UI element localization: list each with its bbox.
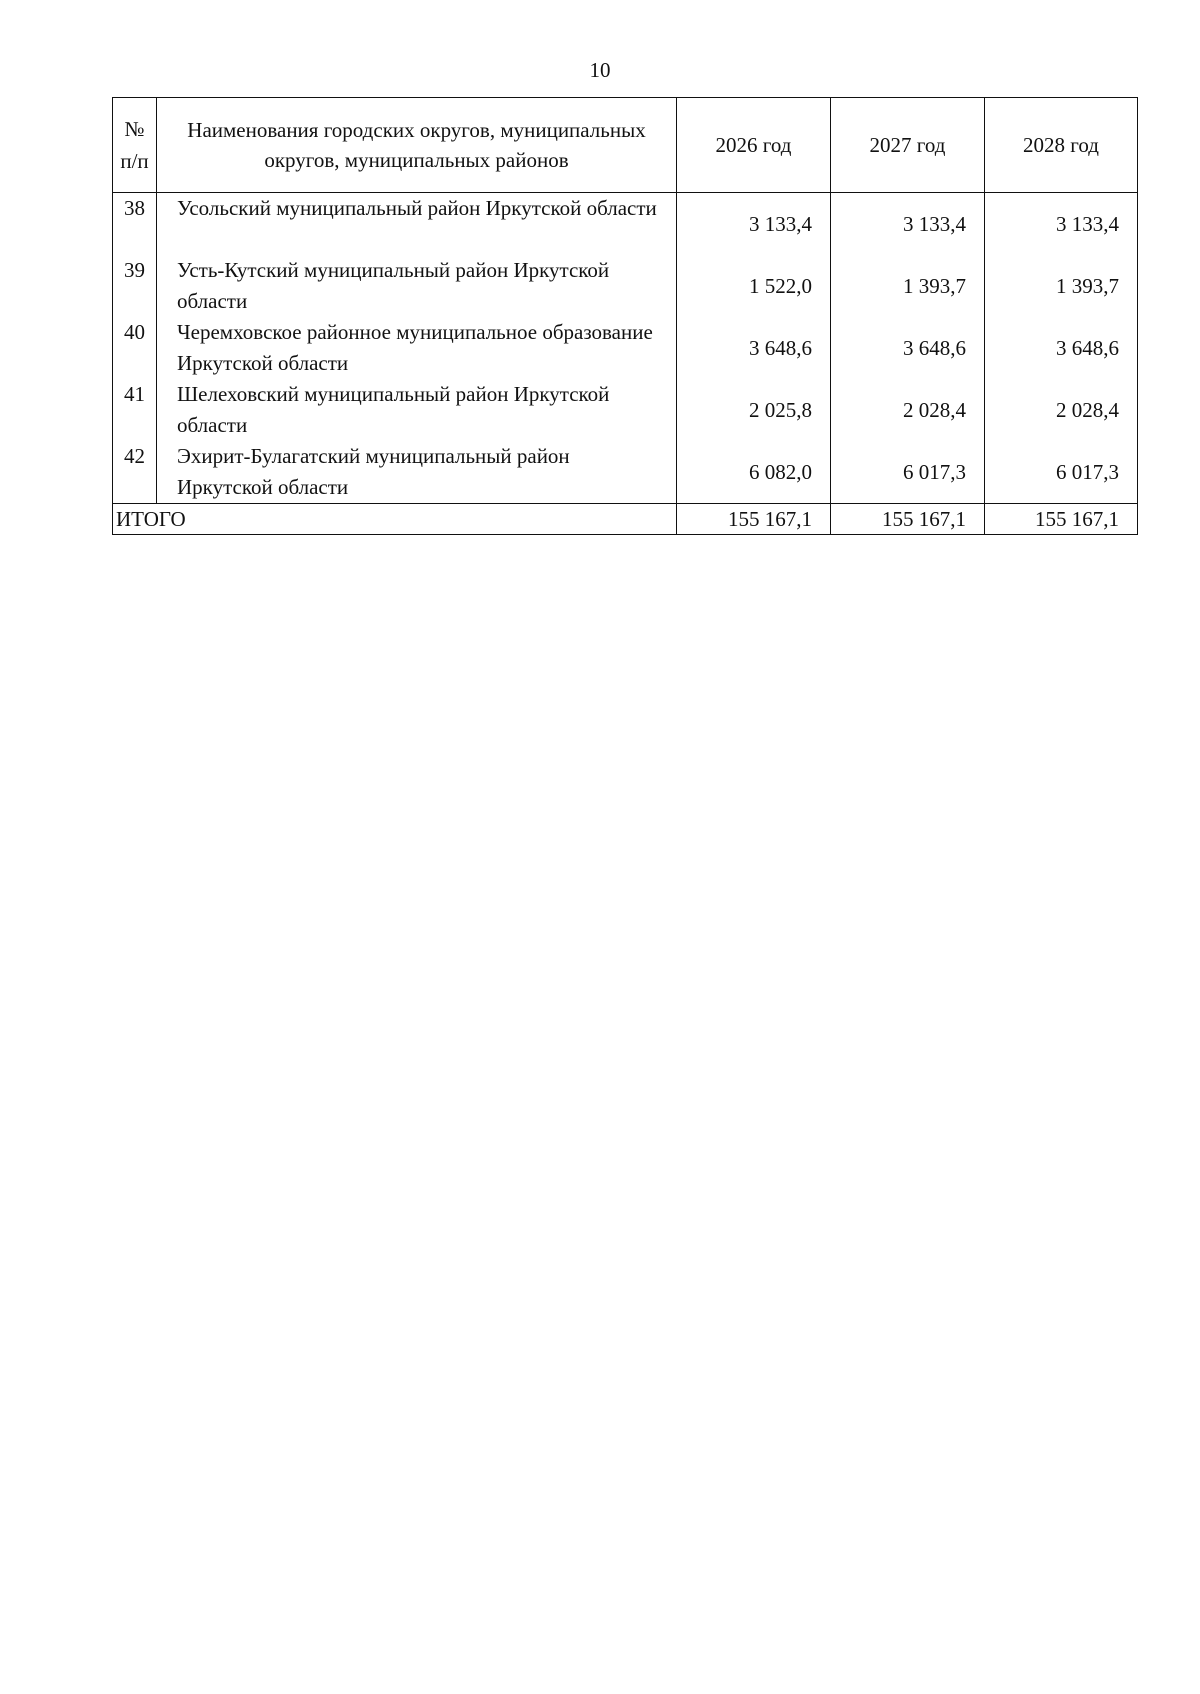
row-value-2026: 3 648,6 [677,317,831,379]
table-row [113,317,1138,379]
row-number: 41 [113,379,157,441]
row-number: 40 [113,317,157,379]
header-year-2027: 2027 год [831,98,985,193]
row-name: Шелеховский муниципальный район Иркутской области [157,379,677,441]
row-number: 42 [113,441,157,504]
row-value-2028: 2 028,4 [985,379,1138,441]
total-value-2028: 155 167,1 [985,504,1138,535]
allocation-table [112,97,1138,535]
row-value-2027: 2 028,4 [831,379,985,441]
total-row [113,504,1138,535]
row-value-2026: 1 522,0 [677,255,831,317]
row-value-2027: 1 393,7 [831,255,985,317]
row-value-2028: 3 133,4 [985,193,1138,256]
row-value-2026: 6 082,0 [677,441,831,504]
header-name: Наименования городских округов, муниципальных округов, муниципальных районов [157,98,677,193]
table-header-row [113,98,1138,193]
table-row [113,441,1138,504]
total-value-2027: 155 167,1 [831,504,985,535]
header-year-2026: 2026 год [677,98,831,193]
page-number: 10 [589,58,611,82]
total-label: ИТОГО [113,504,677,535]
table-row [113,255,1138,317]
header-year-2028: 2028 год [985,98,1138,193]
row-value-2027: 3 133,4 [831,193,985,256]
table-row [113,193,1138,256]
row-name: Усольский муниципальный район Иркутской области [157,193,677,256]
row-value-2027: 3 648,6 [831,317,985,379]
row-number: 39 [113,255,157,317]
row-value-2028: 1 393,7 [985,255,1138,317]
row-value-2027: 6 017,3 [831,441,985,504]
header-number [113,98,157,193]
row-name: Черемховское районное муниципальное образование Иркутской области [157,317,677,379]
table-row [113,379,1138,441]
row-value-2028: 3 648,6 [985,317,1138,379]
row-name: Усть-Кутский муниципальный район Иркутской области [157,255,677,317]
header-number-symbol: № [124,117,145,141]
header-number-abbr: п/п [120,149,149,173]
row-name: Эхирит-Булагатский муниципальный район Иркутской области [157,441,677,504]
row-value-2026: 3 133,4 [677,193,831,256]
row-number: 38 [113,193,157,256]
row-value-2028: 6 017,3 [985,441,1138,504]
row-value-2026: 2 025,8 [677,379,831,441]
total-value-2026: 155 167,1 [677,504,831,535]
